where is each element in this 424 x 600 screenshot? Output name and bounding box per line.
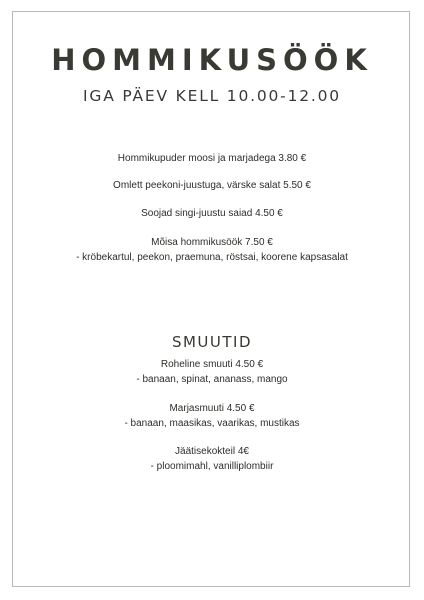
menu-item: Omlett peekoni-juustuga, värske salat 5.50 € (113, 180, 311, 191)
menu-item: Hommikupuder moosi ja marjadega 3.80 € (117, 153, 307, 164)
menu-item-description: - kröbekartul, peekon, praemuna, röstsai, koorene kapsasalat (76, 252, 348, 263)
smoothie-item-description: - banaan, spinat, ananass, mango (136, 374, 288, 385)
menu-item: Mõisa hommikusöök 7.50 € (151, 237, 273, 248)
smoothie-item: Marjasmuuti 4.50 € (169, 403, 255, 414)
smoothie-item-description: - ploomimahl, vanilliplombiir (150, 461, 274, 472)
smoothie-item-description: - banaan, maasikas, vaarikas, mustikas (124, 418, 300, 429)
menu-title: HOMMIKUSÖÖK (51, 43, 373, 77)
menu-hours: IGA PÄEV KELL 10.00-12.00 (83, 87, 341, 105)
smoothie-item: Roheline smuuti 4.50 € (160, 359, 264, 370)
smoothie-item: Jäätisekokteil 4€ (175, 446, 249, 457)
section-title-smoothies: SMUUTID (171, 333, 253, 351)
menu-item: Soojad singi-juustu saiad 4.50 € (141, 208, 283, 219)
